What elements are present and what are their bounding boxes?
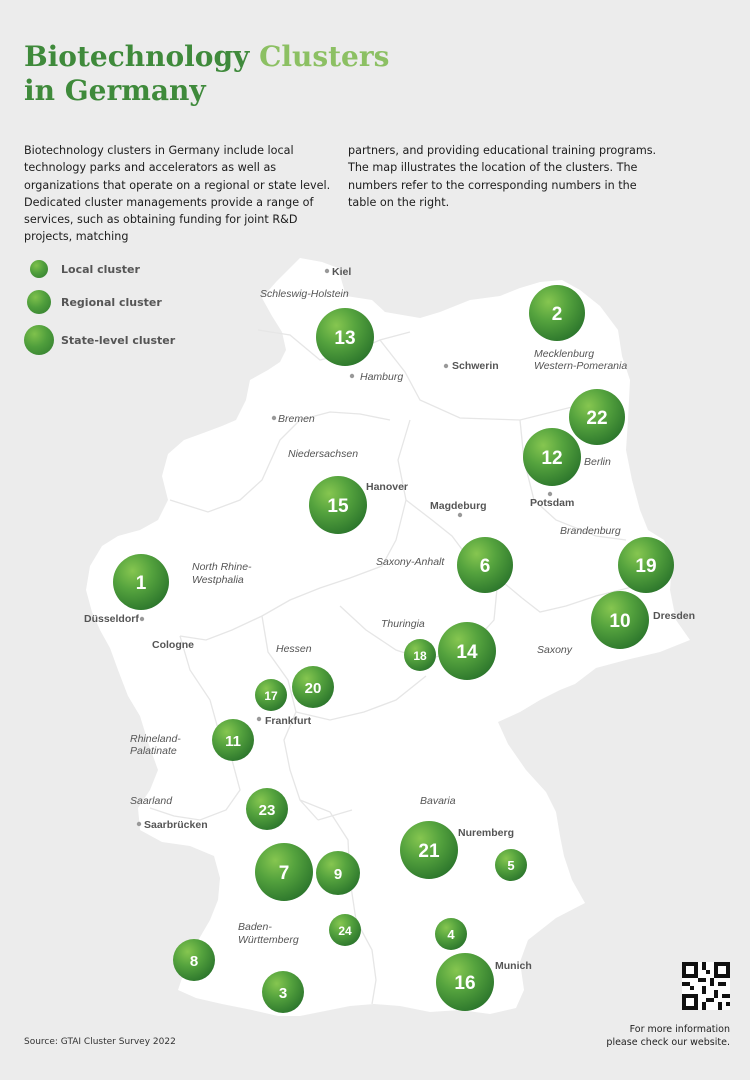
cluster-14[interactable] xyxy=(438,622,496,680)
city-label-hamburg: Hamburg xyxy=(360,371,404,383)
city-label-cologne: Cologne xyxy=(152,639,194,651)
legend-regional-label: Regional cluster xyxy=(61,295,162,309)
cluster-1[interactable] xyxy=(113,554,169,610)
legend-regional-dot xyxy=(27,290,51,314)
legend-state xyxy=(24,325,175,355)
state-label-rhineland-2: Palatinate xyxy=(130,745,177,757)
svg-text:14: 14 xyxy=(456,642,478,663)
svg-text:17: 17 xyxy=(264,689,278,703)
state-label-saarland: Saarland xyxy=(130,795,173,807)
city-label-dresden: Dresden xyxy=(653,610,696,622)
state-label-brandenburg: Brandenburg xyxy=(560,525,621,537)
city-label-magdeburg: Magdeburg xyxy=(430,500,487,512)
state-label-saxony-anhalt: Saxony-Anhalt xyxy=(376,556,445,568)
svg-text:23: 23 xyxy=(258,802,276,819)
cluster-21[interactable] xyxy=(400,821,458,879)
cluster-10[interactable] xyxy=(591,591,649,649)
cluster-16[interactable] xyxy=(436,953,494,1011)
state-label-bw-2: Württemberg xyxy=(238,934,299,946)
svg-text:3: 3 xyxy=(278,985,288,1002)
cluster-15[interactable] xyxy=(309,476,367,534)
state-label-hessen: Hessen xyxy=(276,643,312,655)
city-label-frankfurt: Frankfurt xyxy=(265,715,312,727)
state-label-bw-1: Baden- xyxy=(238,921,272,933)
more-info xyxy=(606,1023,730,1049)
cluster-22[interactable] xyxy=(569,389,625,445)
title-word-biotechnology: Biotechnology xyxy=(24,40,250,73)
svg-text:9: 9 xyxy=(333,866,343,883)
cluster-23[interactable] xyxy=(246,788,288,830)
cluster-13[interactable] xyxy=(316,308,374,366)
svg-text:2: 2 xyxy=(551,304,563,325)
svg-text:15: 15 xyxy=(327,496,349,517)
cluster-2[interactable] xyxy=(529,285,585,341)
legend-state-dot xyxy=(24,325,54,355)
svg-text:10: 10 xyxy=(609,611,631,632)
city-label-bremen: Bremen xyxy=(278,413,315,425)
cluster-4[interactable] xyxy=(435,918,467,950)
cluster-19[interactable] xyxy=(618,537,674,593)
state-label-saxony: Saxony xyxy=(537,644,573,656)
intro-text-right: partners, and providing educational training programs. The map illustrates the location of the clusters. The numbers refer to the corresponding numbers in the table on the right. xyxy=(348,144,657,209)
city-label-potsdam: Potsdam xyxy=(530,497,575,509)
state-label-thuringia: Thuringia xyxy=(381,618,425,630)
cluster-18[interactable] xyxy=(404,639,436,671)
city-label-saarbrucken: Saarbrücken xyxy=(144,819,208,831)
state-label-niedersachsen: Niedersachsen xyxy=(288,448,359,460)
city-label-berlin: Berlin xyxy=(584,456,611,468)
cluster-11[interactable] xyxy=(212,719,254,761)
svg-text:8: 8 xyxy=(189,953,199,970)
svg-text:19: 19 xyxy=(635,556,657,577)
city-label-hanover: Hanover xyxy=(366,481,409,493)
city-label-munich: Munich xyxy=(495,960,532,972)
cluster-9[interactable] xyxy=(316,851,360,895)
svg-text:24: 24 xyxy=(338,924,352,938)
state-label-nrw-1: North Rhine- xyxy=(192,561,252,573)
more-info-line-1: For more information xyxy=(629,1024,730,1035)
svg-text:21: 21 xyxy=(418,841,440,862)
svg-text:20: 20 xyxy=(304,680,322,697)
city-label-schwerin: Schwerin xyxy=(452,360,499,372)
svg-text:6: 6 xyxy=(479,556,491,577)
svg-text:18: 18 xyxy=(413,649,427,663)
cluster-3[interactable] xyxy=(262,971,304,1013)
intro-text-left: Biotechnology clusters in Germany include local technology parks and accelerators as well as organizations that operate on a regional or state level. Dedicated cluster managements provide a range of services, such as obtaining funding for joint R&D projects, matching xyxy=(24,144,331,244)
svg-text:1: 1 xyxy=(135,573,147,594)
state-label-schleswig-holstein: Schleswig-Holstein xyxy=(260,288,349,300)
more-info-line-2: please check our website. xyxy=(606,1037,730,1048)
cluster-12[interactable] xyxy=(523,428,581,486)
legend-local-label: Local cluster xyxy=(61,262,140,276)
legend-state-label: State-level cluster xyxy=(61,333,176,347)
city-label-dusseldorf: Düsseldorf xyxy=(84,613,139,625)
svg-text:13: 13 xyxy=(334,328,356,349)
state-label-mecklenburg: Mecklenburg xyxy=(534,348,595,360)
legend-local xyxy=(24,260,140,278)
cluster-24[interactable] xyxy=(329,914,361,946)
title-word-clusters: Clusters xyxy=(259,40,390,73)
svg-text:7: 7 xyxy=(278,863,290,884)
svg-text:11: 11 xyxy=(225,733,241,750)
state-label-rhineland-1: Rhineland- xyxy=(130,733,181,745)
qr-code[interactable] xyxy=(682,962,730,1010)
title-line-2: in Germany xyxy=(24,74,206,107)
svg-text:16: 16 xyxy=(454,973,476,994)
cluster-6[interactable] xyxy=(457,537,513,593)
state-label-nrw-2: Westphalia xyxy=(192,574,244,586)
svg-text:5: 5 xyxy=(507,858,515,873)
city-label-nuremberg: Nuremberg xyxy=(458,827,515,839)
legend-local-dot xyxy=(30,260,48,278)
state-label-western-pomerania: Western-Pomerania xyxy=(534,360,628,372)
cluster-17[interactable] xyxy=(255,679,287,711)
cluster-20[interactable] xyxy=(292,666,334,708)
svg-text:22: 22 xyxy=(586,408,608,429)
city-label-kiel: Kiel xyxy=(332,266,352,278)
page-title xyxy=(24,40,389,108)
cluster-5[interactable] xyxy=(495,849,527,881)
legend-regional xyxy=(24,290,162,314)
cluster-8[interactable] xyxy=(173,939,215,981)
svg-text:4: 4 xyxy=(447,927,455,942)
svg-text:12: 12 xyxy=(541,448,563,469)
source-note: Source: GTAI Cluster Survey 2022 xyxy=(24,1037,176,1047)
state-label-bavaria: Bavaria xyxy=(420,795,456,807)
cluster-7[interactable] xyxy=(255,843,313,901)
